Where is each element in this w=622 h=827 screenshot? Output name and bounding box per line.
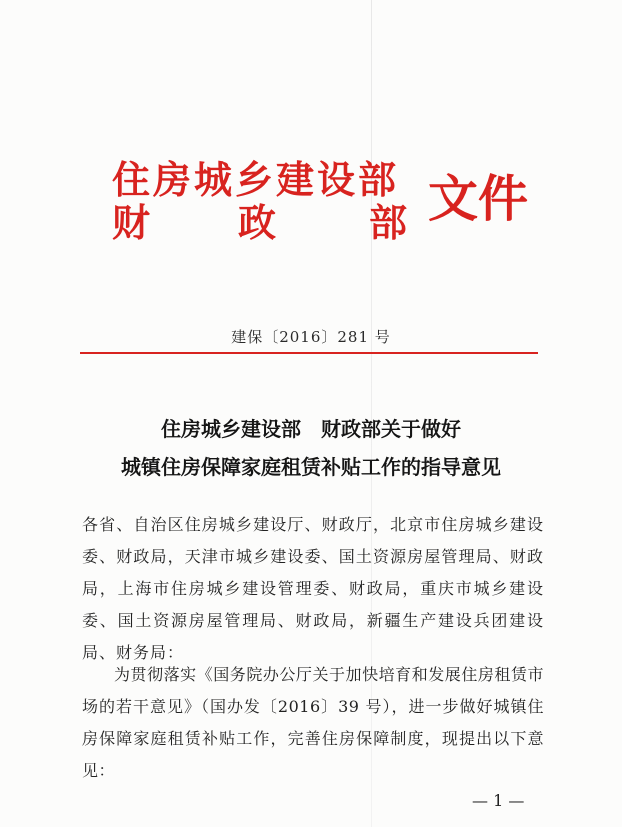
header-issuer-line1: 住房城乡建设部 — [112, 157, 400, 202]
header-wenjian: 文件 — [428, 169, 528, 228]
header-issuer-line2-b: 政 — [238, 200, 277, 245]
document-number: 建保〔2016〕281 号 — [231, 328, 391, 346]
red-divider — [80, 352, 538, 354]
page-number: — 1 — — [472, 791, 525, 810]
title-line1: 住房城乡建设部 财政部关于做好 — [161, 417, 461, 441]
header-issuer-line2-c: 部 — [369, 200, 408, 245]
header-issuer-line2-a: 财 — [112, 200, 151, 245]
body-paragraph: 为贯彻落实《国务院办公厅关于加快培育和发展住房租赁市场的若干意见》（国办发〔2016〕39 号），进一步做好城镇住房保障家庭租赁补贴工作，完善住房保障制度，现提出以下意见： — [82, 665, 544, 780]
title-line2: 城镇住房保障家庭租赁补贴工作的指导意见 — [121, 455, 501, 479]
addressee-text: 各省、自治区住房城乡建设厅、财政厅，北京市住房城乡建设委、财政局，天津市城乡建设委、国土资源房屋管理局、财政局，上海市住房城乡建设管理委、财政局，重庆市城乡建设委、国土资源房屋管理局、财政局，新疆生产建设兵团建设局、财务局： — [82, 515, 544, 662]
